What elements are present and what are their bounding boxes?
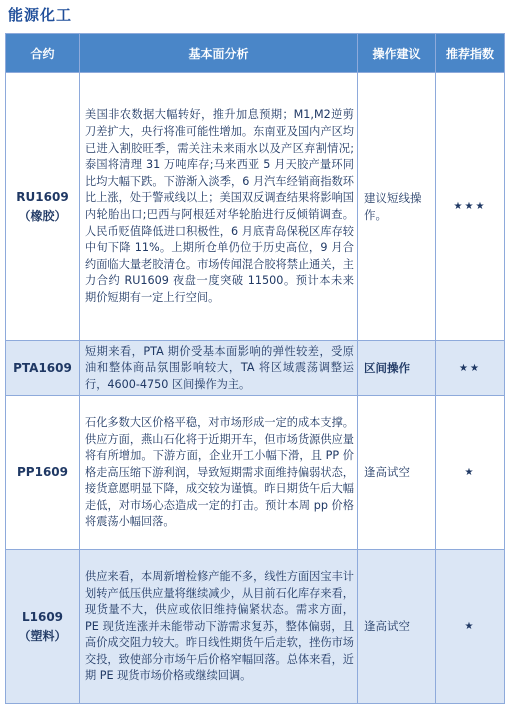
analysis-cell: 石化多数大区价格平稳，对市场形成一定的成本支撑。供应方面，燕山石化将于近期开车，但市场货源供应量将有所增加。下游方面，企业开工小幅下滑，且 PP 价格走高压缩下游利润，导致短期需求面维持偏弱状态，接货意愿明显下降，成交较为谨慎。昨日期货午后大幅走低，对市场心态造成一定的打击。预计本周 pp 价格将震荡小幅回落。 — [80, 396, 358, 550]
contract-code: PTA1609 — [13, 360, 72, 375]
rating-stars: ★ — [436, 396, 505, 550]
header-analysis: 基本面分析 — [80, 34, 358, 73]
table-row-pta1609 — [6, 341, 505, 396]
contract-cell — [6, 396, 80, 550]
table-row-ru1609 — [6, 73, 505, 341]
contract-cell — [6, 73, 80, 341]
analysis-cell: 短期来看，PTA 期价受基本面影响的弹性较差，受原油和整体商品氛围影响较大，TA 将区域震荡调整运行，4600-4750 区间操作为主。 — [80, 341, 358, 396]
contract-code: PP1609 — [17, 465, 68, 479]
contract-cell — [6, 550, 80, 704]
advice-cell: 逢高试空 — [358, 550, 436, 704]
analysis-cell: 供应来看，本周新增检修产能不多，线性方面因宝丰计划转产低压供应量将继续减少，从目前石化库存来看，现货量不大，供应或依旧维持偏紧状态。需求方面，PE 现货连涨并未能带动下游需求复苏，整体偏弱，且高价成交阻力较大。昨日线性期货午后走软，挫伤市场交投，致使部分市场午后价格窄幅回落。总体来看，近期 PE 现货市场价格或继续回调。 — [80, 550, 358, 704]
contract-code: L1609 — [21, 609, 64, 624]
rating-stars: ★★ — [436, 341, 505, 396]
header-advice: 操作建议 — [358, 34, 436, 73]
advice-cell: 建议短线操作。 — [358, 73, 436, 341]
advice-cell: 区间操作 — [358, 341, 436, 396]
analysis-cell: 美国非农数据大幅转好，推升加息预期；M1,M2逆剪刀差扩大，央行将准可能性增加。东南亚及国内产区均已进入割胶旺季，需关注未来雨水以及产区弃割情况;泰国将清理 31 万吨库存;马来西亚 5 月天胶产量环同比均大幅下跌。下游渐入淡季，6 月汽车经销商指数环比上涨，处于警戒线以上；美国双反调查结果将影响国内轮胎出口;巴西与阿根廷对华轮胎进行反倾销调查。人民币贬值降低进口积极性，6 月底青岛保税区库存较中旬下降 11%。上期所仓单仍位于历史高位，9 月合约面临大量老胶清仓。市场传闻混合胶将禁止通关，主力合约 RU1609 夜盘一度突破 11500。预计本未来期价短期有一定上行空间。 — [80, 73, 358, 341]
contract-cell — [6, 341, 80, 396]
table-header-row — [6, 34, 505, 73]
header-contract: 合约 — [6, 34, 80, 73]
advice-cell: 逢高试空 — [358, 396, 436, 550]
rating-stars: ★★★ — [436, 73, 505, 341]
contract-name: （橡胶） — [18, 208, 67, 223]
table-row-pp1609 — [6, 396, 505, 550]
futures-analysis-table — [5, 33, 505, 704]
section-title: 能源化工 — [8, 6, 73, 24]
contract-code: RU1609 — [16, 189, 69, 204]
contract-name: （塑料） — [18, 628, 67, 643]
rating-stars: ★ — [436, 550, 505, 704]
table-row-l1609 — [6, 550, 505, 704]
header-rating: 推荐指数 — [436, 34, 505, 73]
